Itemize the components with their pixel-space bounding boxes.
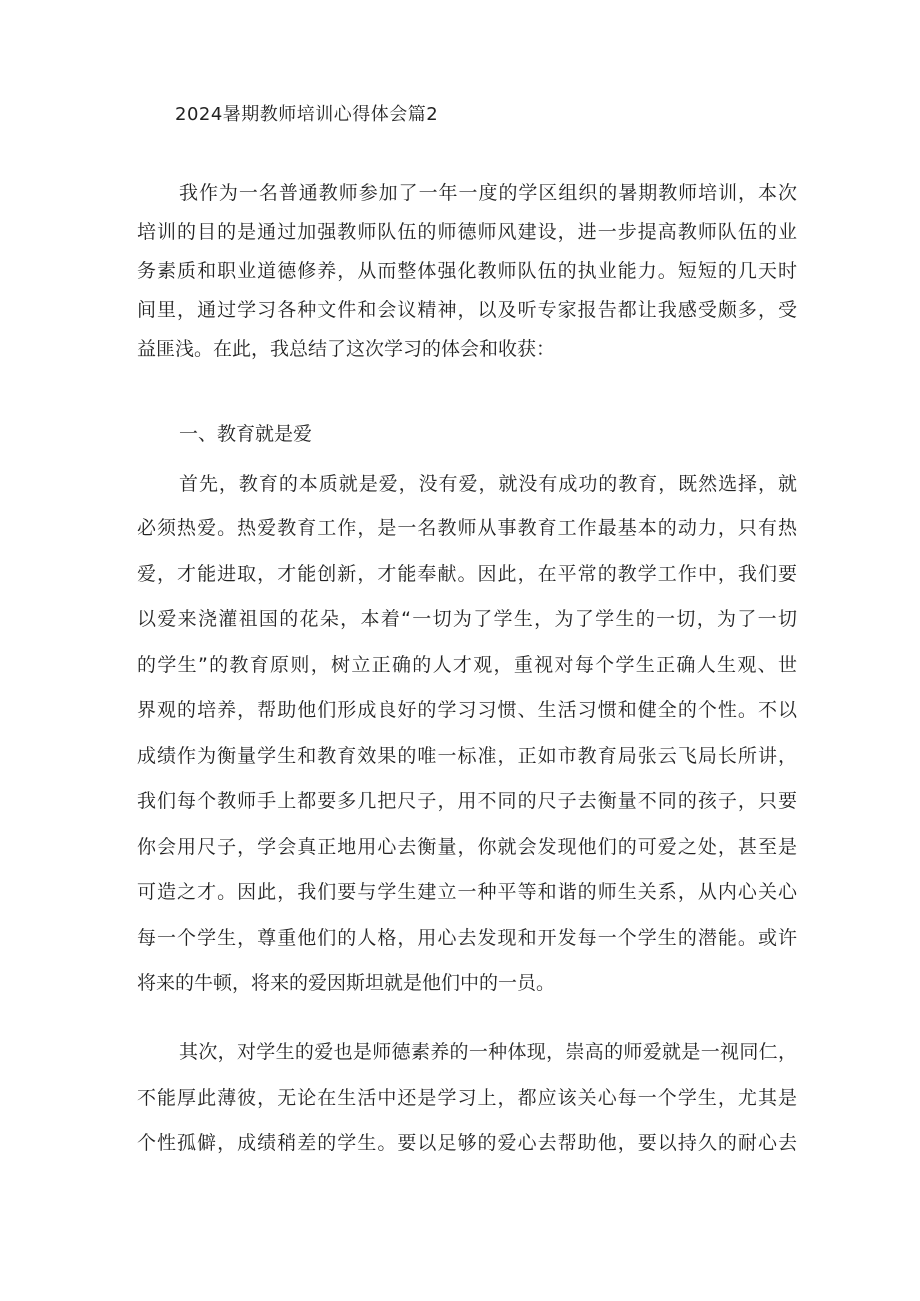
paragraph-line: 爱，才能进取，才能创新，才能奉献。因此，在平常的教学工作中，我们要 [137, 563, 797, 585]
paragraph-line: 益匪浅。在此，我总结了这次学习的体会和收获： [137, 338, 556, 360]
paragraph-line: 我作为一名普通教师参加了一年一度的学区组织的暑期教师培训，本次 [179, 182, 797, 204]
paragraph-line: 不能厚此薄彼，无论在生活中还是学习上，都应该关心每一个学生，尤其是 [137, 1087, 797, 1109]
paragraph-line: 可造之才。因此，我们要与学生建立一种平等和谐的师生关系，从内心关心 [137, 881, 797, 903]
paragraph-line: 将来的牛顿，将来的爱因斯坦就是他们中的一员。 [137, 972, 556, 994]
paragraph-line: 成绩作为衡量学生和教育效果的唯一标准，正如市教育局张云飞局长所讲， [137, 745, 797, 767]
paragraph-line: 必须热爱。热爱教育工作，是一名教师从事教育工作最基本的动力，只有热 [137, 517, 797, 539]
section-heading: 一、教育就是爱 [179, 423, 313, 445]
paragraph-line: 间里，通过学习各种文件和会议精神，以及听专家报告都让我感受颇多，受 [137, 299, 797, 321]
paragraph-line: 首先，教育的本质就是爱，没有爱，就没有成功的教育，既然选择，就 [179, 473, 797, 495]
document-title: 2024暑期教师培训心得体会篇2 [175, 104, 439, 125]
paragraph-line: 其次，对学生的爱也是师德素养的一种体现，崇高的师爱就是一视同仁， [179, 1041, 797, 1063]
paragraph-line: 培训的目的是通过加强教师队伍的师德师风建设，进一步提高教师队伍的业 [137, 221, 797, 243]
paragraph-line: 界观的培养，帮助他们形成良好的学习习惯、生活习惯和健全的个性。不以 [137, 699, 797, 721]
paragraph-line: 的学生”的教育原则，树立正确的人才观，重视对每个学生正确人生观、世 [137, 654, 797, 676]
paragraph-line: 我们每个教师手上都要多几把尺子，用不同的尺子去衡量不同的孩子，只要 [137, 790, 797, 812]
paragraph-line: 个性孤僻，成绩稍差的学生。要以足够的爱心去帮助他，要以持久的耐心去 [137, 1132, 797, 1154]
paragraph-line: 以爱来浇灌祖国的花朵，本着“一切为了学生，为了学生的一切，为了一切 [137, 608, 797, 630]
paragraph-line: 你会用尺子，学会真正地用心去衡量，你就会发现他们的可爱之处，甚至是 [137, 836, 797, 858]
paragraph-line: 务素质和职业道德修养，从而整体强化教师队伍的执业能力。短短的几天时 [137, 260, 797, 282]
paragraph-line: 每一个学生，尊重他们的人格，用心去发现和开发每一个学生的潜能。或许 [137, 927, 797, 949]
